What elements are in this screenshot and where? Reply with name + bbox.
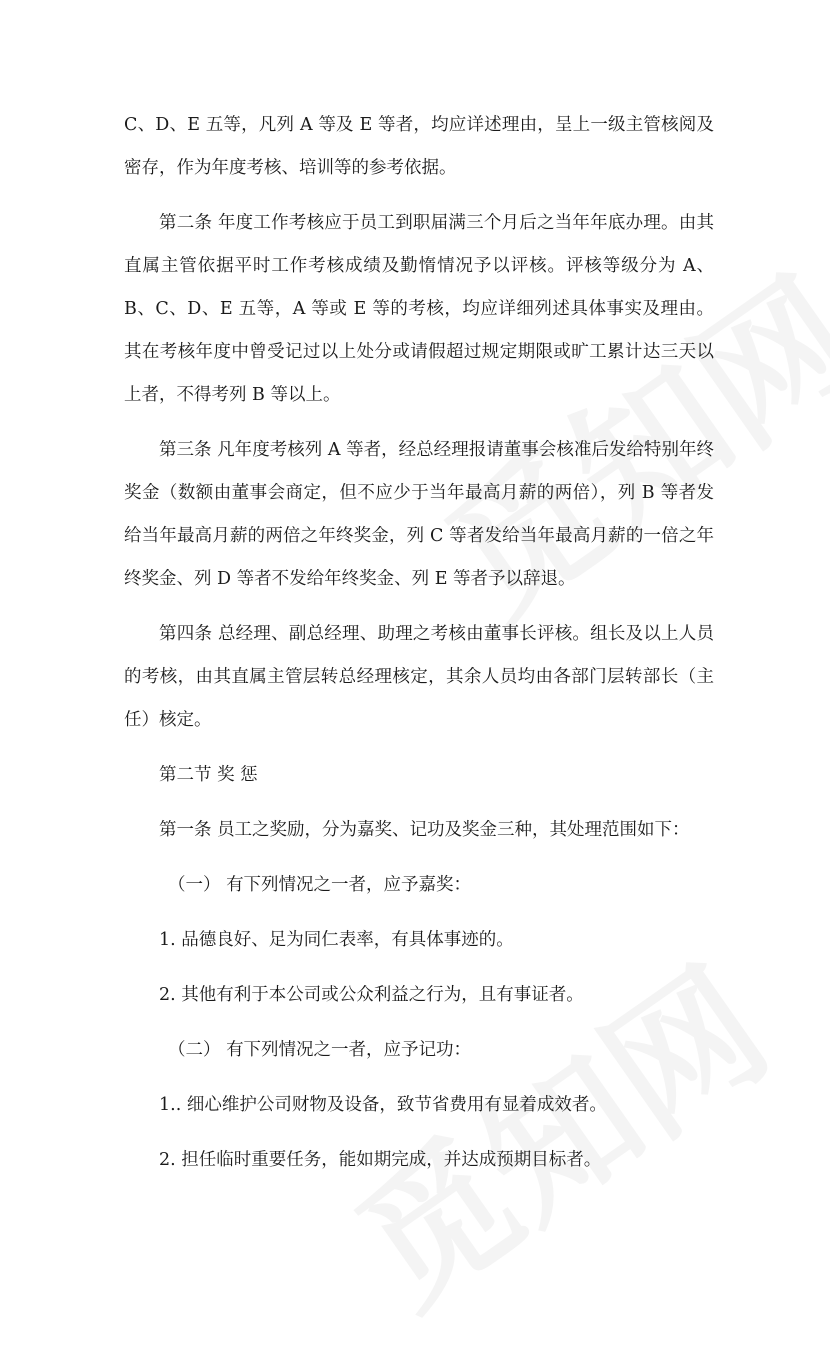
list-heading-merit: （二） 有下列情况之一者，应予记功： xyxy=(168,1040,472,1060)
reward-article-1: 第一条 员工之奖励，分为嘉奖、记功及奖金三种，其处理范围如下： xyxy=(159,820,690,840)
document-body xyxy=(124,104,714,1182)
section-heading: 第二节 奖 惩 xyxy=(159,765,258,785)
list-item: 2. 担任临时重要任务，能如期完成，并达成预期目标者。 xyxy=(159,1150,602,1170)
paragraph-continued: C、D、E 五等，凡列 A 等及 E 等者，均应详述理由，呈上一级主管核阅及密存，作为年度考核、培训等的参考依据。 xyxy=(124,115,714,178)
list-heading-commendation: （一） 有下列情况之一者，应予嘉奖： xyxy=(168,875,472,895)
list-item: 2. 其他有利于本公司或公众利益之行为，且有事证者。 xyxy=(159,985,584,1005)
article-3-paragraph: 第三条 凡年度考核列 A 等者，经总经理报请董事会核准后发给特别年终奖金（数额由董事会商定，但不应少于当年最高月薪的两倍），列 B 等者发给当年最高月薪的两倍之年终奖金，列 C 等者发给当年最高月薪的一倍之年终奖金、列 D 等者不发给年终奖金、列 E 等者予以辞退。 xyxy=(124,440,714,589)
article-2-paragraph: 第二条 年度工作考核应于员工到职届满三个月后之当年年底办理。由其直属主管依据平时工作考核成绩及勤惰情况予以评核。评核等级分为 A、B、C、D、E 五等，A 等或 E 等的考核，均应详细列述具体事实及理由。其在考核年度中曾受记过以上处分或请假超过规定期限或旷工累计达三天以上者，不得考列 B 等以上。 xyxy=(124,213,714,405)
list-item: 1. 品德良好、足为同仁表率，有具体事迹的。 xyxy=(159,930,514,950)
list-item: 1.. 细心维护公司财物及设备，致节省费用有显着成效者。 xyxy=(159,1095,607,1115)
article-4-paragraph: 第四条 总经理、副总经理、助理之考核由董事长评核。组长及以上人员的考核，由其直属主管层转总经理核定，其余人员均由各部门层转部长（主任）核定。 xyxy=(124,624,714,730)
